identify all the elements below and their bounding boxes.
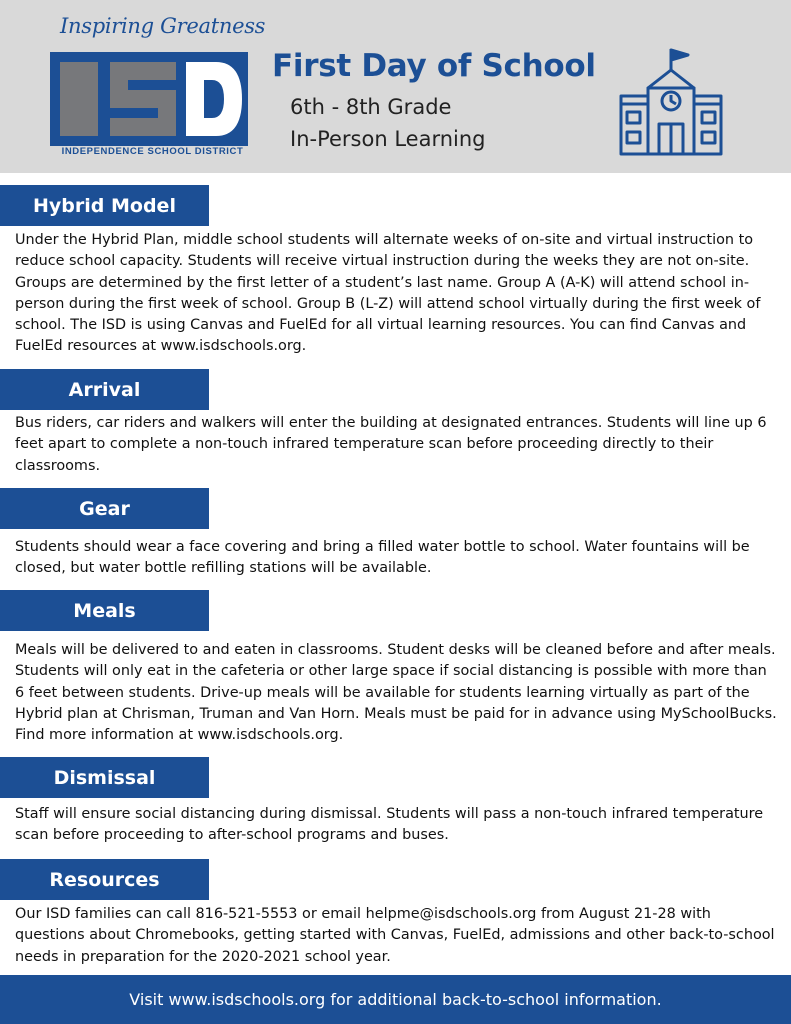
- section-body-hybrid-model: Under the Hybrid Plan, middle school students will alternate weeks of on-site and virtual instruction to reduce school capacity. Students will receive virtual instruction during the weeks they are not on-site. Groups are determined by the first letter of a student’s last name. Group A (A-K) will attend school in-person during the first week of school. Group B (L-Z) will attend school virtually during the first week of school. The ISD is using Canvas and FuelEd for all virtual learning resources. You can find Canvas and FuelEd resources at www.isdschools.org.: [15, 232, 761, 355]
- grade-subtitle: 6th - 8th Grade: [290, 95, 452, 119]
- section-heading-arrival: Arrival: [0, 369, 209, 410]
- page-header: [0, 0, 791, 173]
- section-heading-dismissal: Dismissal: [0, 757, 209, 798]
- school-building-icon: [618, 46, 724, 156]
- section-heading-hybrid-model: Hybrid Model: [0, 185, 209, 226]
- learning-mode-subtitle: In-Person Learning: [290, 127, 486, 151]
- section-body-resources: Our ISD families can call 816-521-5553 or email helpme@isdschools.org from August 21-28 with questions about Chromebooks, getting started with Canvas, FuelEd, admissions and other back-to-school needs in preparation for the 2020-2021 school year.: [15, 906, 775, 965]
- logo-tagline: Inspiring Greatness: [60, 14, 266, 38]
- section-body-gear: Students should wear a face covering and bring a filled water bottle to school. Water fountains will be closed, but water bottle refilling stations will be available.: [15, 539, 750, 577]
- section-body-meals: Meals will be delivered to and eaten in classrooms. Student desks will be cleaned before and after meals. Students will only eat in the cafeteria or other large space if social distancing is possible with more than 6 feet between students. Drive-up meals will be available for students learning virtually as part of the Hybrid plan at Chrisman, Truman and Van Horn. Meals must be paid for in advance using MySchoolBucks. Find more information at www.isdschools.org.: [15, 642, 777, 744]
- section-body-dismissal: Staff will ensure social distancing during dismissal. Students will pass a non-touch infrared temperature scan before proceeding to after-school programs and buses.: [15, 806, 764, 844]
- section-heading-meals: Meals: [0, 590, 209, 631]
- page-footer: [0, 975, 791, 1024]
- section-body-arrival: Bus riders, car riders and walkers will enter the building at designated entrances. Students will line up 6 feet apart to complete a non-touch infrared temperature scan before proceeding directly to their classrooms.: [15, 415, 767, 474]
- section-heading-resources: Resources: [0, 859, 209, 900]
- logo-district-name: INDEPENDENCE SCHOOL DISTRICT: [61, 146, 244, 157]
- section-heading-gear: Gear: [0, 488, 209, 529]
- page-title: First Day of School: [272, 48, 596, 84]
- footer-text: Visit www.isdschools.org for additional back-to-school information.: [129, 990, 662, 1009]
